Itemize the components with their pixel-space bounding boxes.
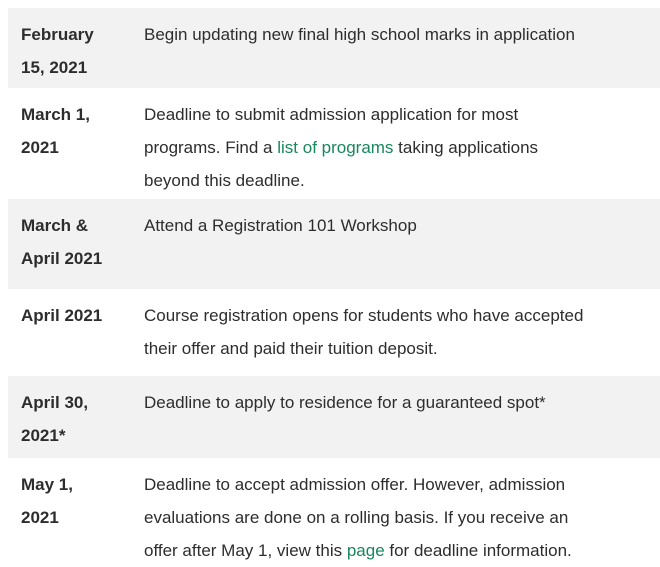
description-line: [144, 131, 650, 164]
date-cell: [21, 209, 125, 289]
description-line: [144, 386, 650, 419]
description-cell: [144, 299, 650, 376]
table-row: [8, 8, 660, 88]
date-line: 15, 2021: [21, 58, 88, 77]
date-cell: [21, 299, 125, 376]
description-text: Begin updating new final high school marks in application: [144, 25, 575, 44]
date-line: March &: [21, 216, 89, 235]
description-text: Deadline to submit admission application for most: [144, 105, 519, 124]
description-text: evaluations are done on a rolling basis. If you receive an: [144, 508, 569, 527]
description-text: programs. Find a: [144, 138, 278, 157]
description-line: [144, 164, 650, 197]
description-cell: [144, 386, 650, 458]
date-line: April 2021: [21, 249, 103, 268]
date-cell: [21, 18, 125, 88]
date-line: 2021: [21, 508, 59, 527]
table-row: [8, 289, 660, 376]
description-text: Course registration opens for students who have accepted: [144, 306, 584, 325]
date-line: 2021: [21, 138, 59, 157]
date-cell: [21, 386, 125, 458]
description-cell: [144, 98, 650, 199]
description-text: for deadline information.: [384, 541, 572, 560]
date-line: February: [21, 25, 94, 44]
inline-link[interactable]: list of programs: [277, 138, 394, 157]
date-line: March 1,: [21, 105, 90, 124]
date-line: April 30,: [21, 393, 89, 412]
description-line: [144, 98, 650, 131]
description-text: Attend a Registration 101 Workshop: [144, 216, 417, 235]
date-cell: [21, 468, 125, 567]
date-line: 2021*: [21, 426, 66, 445]
description-text: Deadline to accept admission offer. However, admission: [144, 475, 566, 494]
inline-link[interactable]: page: [346, 541, 385, 560]
description-line: [144, 299, 650, 332]
description-text: offer after May 1, view this: [144, 541, 347, 560]
date-cell: [21, 98, 125, 199]
description-text: Deadline to apply to residence for a guaranteed spot*: [144, 393, 546, 412]
description-text: taking applications: [393, 138, 539, 157]
description-line: [144, 534, 650, 567]
description-text: their offer and paid their tuition deposit.: [144, 339, 438, 358]
table-row: [8, 88, 660, 199]
description-line: [144, 209, 650, 242]
description-text: beyond this deadline.: [144, 171, 305, 190]
description-cell: [144, 18, 650, 88]
description-line: [144, 468, 650, 501]
table-row: [8, 458, 660, 567]
description-line: [144, 501, 650, 534]
description-line: [144, 18, 650, 51]
table-row: [8, 199, 660, 289]
table-row: [8, 376, 660, 458]
description-line: [144, 332, 650, 365]
date-line: April 2021: [21, 306, 103, 325]
date-line: May 1,: [21, 475, 73, 494]
description-cell: [144, 209, 650, 289]
description-cell: [144, 468, 650, 567]
